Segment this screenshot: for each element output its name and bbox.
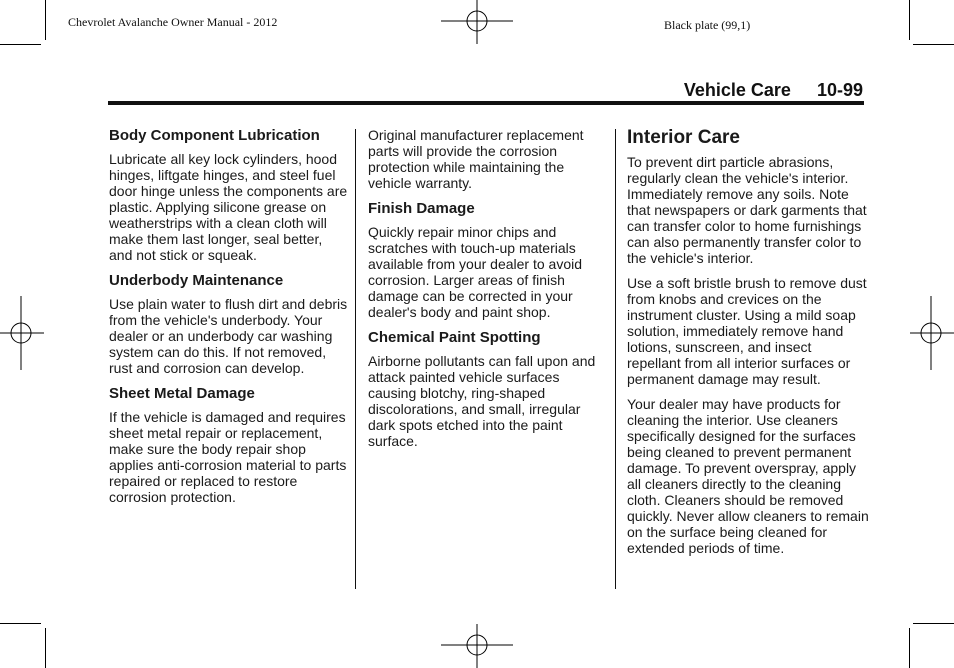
plate-label: Black plate (99,1) xyxy=(664,18,751,32)
paragraph: If the vehicle is damaged and requires sheet metal repair or replacement, make sure the body repair shop applies anti-corrosion material to parts repaired or replaced to restore corrosion protection. xyxy=(109,409,347,505)
registration-mark-top xyxy=(441,0,515,46)
paragraph: Original manufacturer replacement parts will provide the corrosion protection while maintaining the vehicle warranty. xyxy=(368,127,584,191)
paragraph: Your dealer may have products for cleaning the interior. Use cleaners specifically designed for the surfaces being cleaned to prevent permanent damage. To prevent overspray, apply all cleaners directly to the cleaning cloth. Cleaners should be removed quickly. Never allow cleaners to remain on the surface being cleaned for extended periods of time. xyxy=(627,396,869,556)
section-heading: Finish Damage xyxy=(368,200,475,217)
section-heading: Chemical Paint Spotting xyxy=(368,329,541,346)
crop-mark xyxy=(909,628,910,668)
section-heading: Sheet Metal Damage xyxy=(109,385,255,402)
crop-mark xyxy=(45,628,46,668)
section-title: Vehicle Care xyxy=(683,80,791,100)
crop-mark xyxy=(913,44,954,45)
column-middle xyxy=(368,127,604,458)
paragraph: To prevent dirt particle abrasions, regularly clean the vehicle's interior. Immediately remove any soils. Note that newspapers or dark garments that can transfer color to home furnishings can also permanently transfer color to the vehicle's interior. xyxy=(627,154,867,266)
paragraph: Use plain water to flush dirt and debris from the vehicle's underbody. Your dealer or an underbody car washing system can do this. If not removed, rust and corrosion can develop. xyxy=(109,296,348,376)
header-rule xyxy=(108,101,864,105)
paragraph: Use a soft bristle brush to remove dust from knobs and crevices on the instrument cluster. Using a mild soap solution, immediately remove hand lotions, sunscreen, and insect repellant from all interior surfaces or permanent damage may result. xyxy=(627,275,867,387)
registration-mark-right xyxy=(910,296,954,370)
section-heading: Body Component Lubrication xyxy=(109,127,320,144)
manual-title: Chevrolet Avalanche Owner Manual - 2012 xyxy=(68,15,278,29)
running-header xyxy=(600,80,863,101)
column-divider xyxy=(355,129,356,589)
registration-mark-left xyxy=(0,296,44,370)
section-heading: Underbody Maintenance xyxy=(109,272,284,289)
paragraph: Quickly repair minor chips and scratches with touch-up materials available from your dealer to avoid corrosion. Larger areas of finish damage can be corrected in your dealer's body and paint shop. xyxy=(368,224,583,320)
registration-mark-bottom xyxy=(441,624,515,668)
major-heading: Interior Care xyxy=(627,127,740,148)
column-right xyxy=(627,127,869,565)
column-left xyxy=(109,127,349,514)
column-divider xyxy=(615,129,616,589)
crop-mark xyxy=(0,44,41,45)
crop-mark xyxy=(909,0,910,40)
page-number: 10-99 xyxy=(816,80,863,100)
crop-mark xyxy=(45,0,46,40)
paragraph: Airborne pollutants can fall upon and attack painted vehicle surfaces causing blotchy, ring-shaped discolorations, and small, irregular dark spots etched into the paint surface. xyxy=(368,353,596,449)
paragraph: Lubricate all key lock cylinders, hood hinges, liftgate hinges, and steel fuel door hinge unless the components are plastic. Applying silicone grease on weatherstrips with a clean cloth will make them last longer, seal better, and not stick or squeak. xyxy=(109,151,348,263)
crop-mark xyxy=(913,623,954,624)
crop-mark xyxy=(0,623,41,624)
